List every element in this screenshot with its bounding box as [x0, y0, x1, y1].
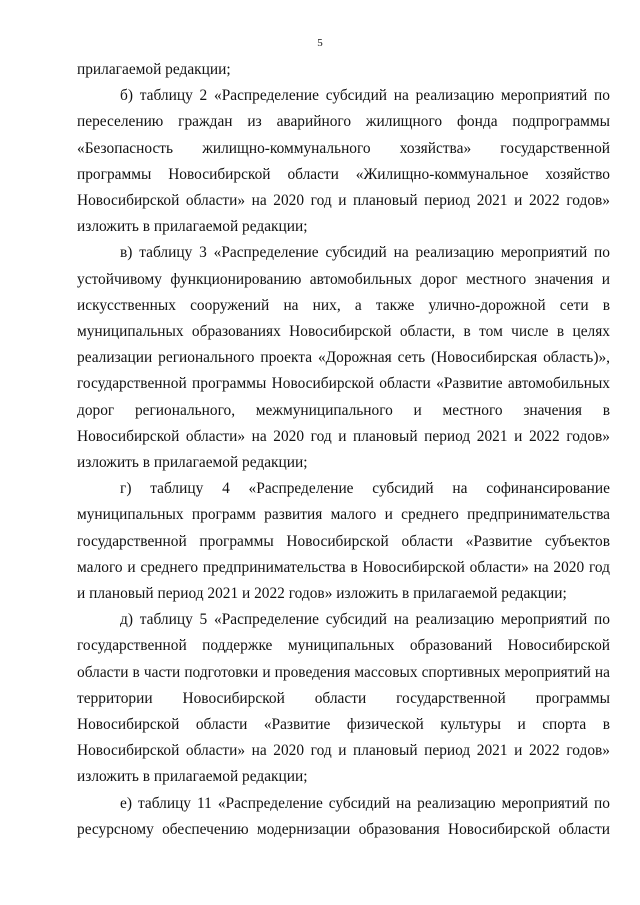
paragraph-item-e: е) таблицу 11 «Распределение субсидий на реализацию мероприятий по ресурсному обеспечению модернизации образования Новосибирской области [77, 794, 610, 838]
document-body [77, 57, 610, 843]
paragraph-continuation: прилагаемой редакции; [77, 61, 231, 78]
paragraph-item-b: б) таблицу 2 «Распределение субсидий на реализацию мероприятий по переселению граждан из аварийного жилищного фонда подпрограммы «Безопасность жилищно-коммунального хозяйства» государственной программы Новосибирской области «Жилищно-коммунальное хозяйство Новосибирской области» на 2020 год и плановый период 2021 и 2022 годов» изложить в прилагаемой редакции; [77, 87, 610, 236]
paragraph-item-d: д) таблицу 5 «Распределение субсидий на реализацию мероприятий по государственной поддержке муниципальных образований Новосибирской области в части подготовки и проведения массовых спортивных мероприятий на территории Новосибирской области государственной программы Новосибирской области «Развитие физической культуры и спорта в Новосибирской области» на 2020 год и плановый период 2021 и 2022 годов» изложить в прилагаемой редакции; [77, 611, 610, 786]
page-number: 5 [317, 37, 323, 49]
paragraph-item-v: в) таблицу 3 «Распределение субсидий на реализацию мероприятий по устойчивому функционированию автомобильных дорог местного значения и искусственных сооружений на них, а также улично-дорожной сети в муниципальных образованиях Новосибирской области, в том числе в целях реализации регионального проекта «Дорожная сеть (Новосибирская область)», государственной программы Новосибирской области «Развитие автомобильных дорог регионального, межмуниципального и местного значения в Новосибирской области» на 2020 год и плановый период 2021 и 2022 годов» изложить в прилагаемой редакции; [77, 244, 610, 472]
paragraph-item-g: г) таблицу 4 «Распределение субсидий на софинансирование муниципальных программ развития малого и среднего предпринимательства государственной программы Новосибирской области «Развитие субъектов малого и среднего предпринимательства в Новосибирской области» на 2020 год и плановый период 2021 и 2022 годов» изложить в прилагаемой редакции; [77, 480, 610, 603]
